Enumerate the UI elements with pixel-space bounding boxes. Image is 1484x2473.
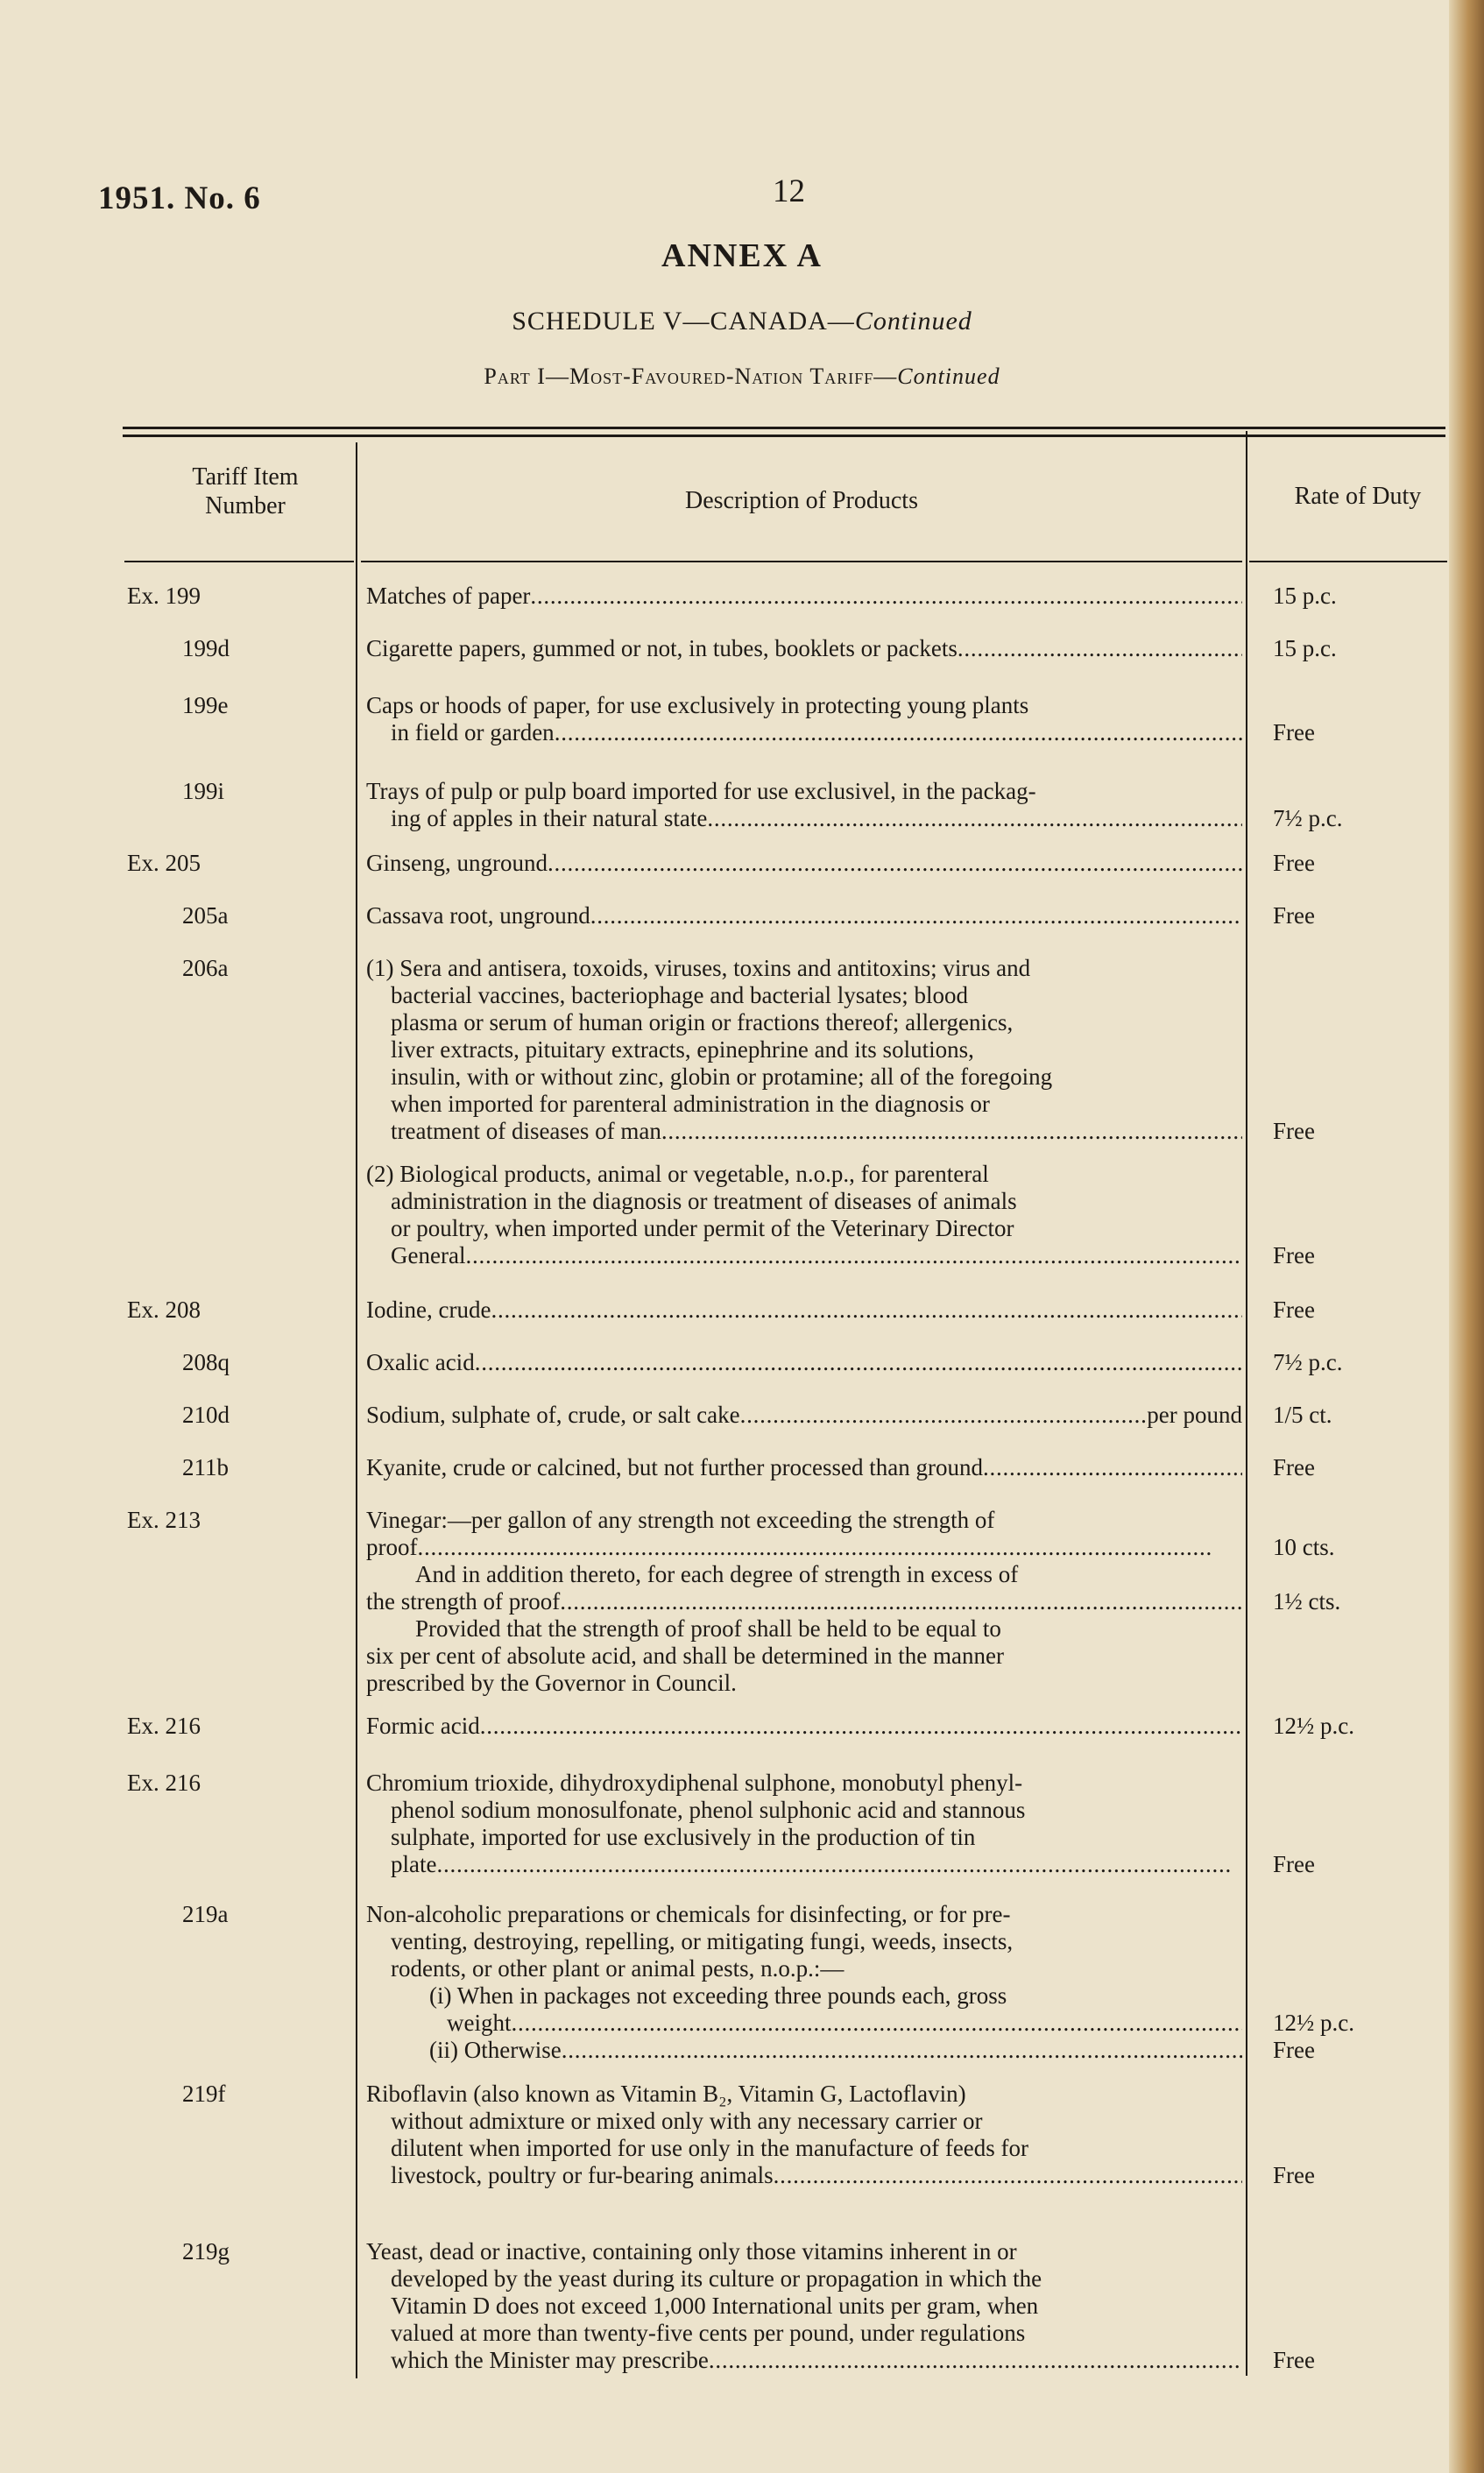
description-text: livestock, poultry or fur-bearing animals (391, 2162, 774, 2188)
tariff-item-number: 199d (182, 635, 230, 661)
tariff-item-number: Ex. 205 (127, 850, 201, 876)
rate-of-duty: Free (1273, 2162, 1315, 2188)
rate-of-duty: Free (1273, 1242, 1315, 1268)
dot-leader (555, 719, 1242, 746)
tariff-item-number: Ex. 199 (127, 583, 201, 609)
description-text: which the Minister may prescribe (391, 2347, 709, 2373)
dot-leader (465, 1242, 1242, 1269)
description-text: Cassava root, unground (366, 902, 590, 929)
description-line: venting, destroying, repelling, or mitigating fungi, weeds, insects, (391, 1928, 1014, 1954)
product-description (366, 850, 1242, 877)
description-line: dilutent when imported for use only in the manufacture of feeds for (391, 2135, 1029, 2161)
description-line (366, 1349, 1242, 1376)
description-line (366, 1713, 1242, 1740)
column-header-rate: Rate of Duty (1294, 483, 1422, 510)
description-line: Chromium trioxide, dihydroxydiphenal sulphone, monobutyl phenyl- (366, 1770, 1023, 1796)
description-line (366, 2037, 1242, 2064)
header-underline-item (124, 561, 354, 562)
top-rule (123, 427, 1445, 429)
description-line: And in addition thereto, for each degree of strength in excess of (415, 1561, 1019, 1587)
description-line (366, 1534, 1242, 1561)
dot-leader (958, 635, 1242, 662)
rate-of-duty: Free (1273, 2347, 1315, 2373)
page-number: 12 (773, 173, 805, 209)
dot-leader (562, 2037, 1242, 2064)
product-description (366, 1713, 1242, 1740)
rate-of-duty: 12½ p.c. (1273, 1713, 1354, 1739)
description-line (366, 850, 1242, 877)
tariff-item-number: 219a (182, 1901, 229, 1927)
description-text: treatment of diseases of man (391, 1118, 661, 1144)
description-line (366, 1242, 1242, 1269)
product-description (366, 1454, 1242, 1481)
product-description (366, 635, 1242, 662)
tariff-item-number: Ex. 216 (127, 1770, 201, 1796)
dot-leader (709, 2347, 1242, 2374)
tariff-item-number: Ex. 208 (127, 1297, 201, 1323)
rate-of-duty: 1/5 ct. (1273, 1402, 1332, 1428)
rate-of-duty: 7½ p.c. (1273, 1349, 1343, 1375)
description-text: Iodine, crude (366, 1297, 491, 1323)
rate-of-duty: 15 p.c. (1273, 583, 1337, 609)
description-text: Cigarette papers, gummed or not, in tubes, booklets or packets (366, 635, 958, 661)
product-description (366, 2081, 1242, 2189)
dot-leader (740, 1402, 1148, 1429)
description-text: Oxalic acid (366, 1349, 475, 1375)
dot-leader (983, 1454, 1242, 1481)
description-text: Kyanite, crude or calcined, but not further processed than ground (366, 1454, 984, 1480)
dot-leader (512, 2010, 1243, 2037)
schedule-title (0, 307, 1484, 336)
tariff-item-number: 199i (182, 778, 225, 804)
description-line: (2) Biological products, animal or vegetable, n.o.p., for parenteral (366, 1161, 989, 1187)
description-text: General (391, 1242, 466, 1268)
description-text: Matches of paper (366, 583, 531, 609)
annex-title: ANNEX A (661, 237, 823, 274)
description-line: sulphate, imported for use exclusively in the production of tin (391, 1824, 976, 1850)
description-line: Vinegar:—per gallon of any strength not exceeding the strength of (366, 1507, 995, 1533)
header-underline-rate (1249, 561, 1447, 562)
product-description (366, 1507, 1242, 1697)
rate-of-duty: 10 cts. (1273, 1534, 1335, 1560)
product-description (366, 2238, 1242, 2374)
description-line: developed by the yeast during its culture or propagation in which the (391, 2265, 1042, 2292)
description-line (366, 1851, 1242, 1878)
column-header-item: Tariff Item Number (192, 463, 299, 519)
description-text: ing of apples in their natural state (391, 805, 708, 831)
description-line: bacterial vaccines, bacteriophage and bacterial lysates; blood (391, 982, 968, 1008)
dot-leader (417, 1534, 1242, 1561)
dot-leader (530, 583, 1242, 610)
description-line (366, 719, 1242, 746)
rate-of-duty: Free (1273, 850, 1315, 876)
schedule-continued: Continued (854, 307, 972, 336)
column-header-description: Description of Products (685, 487, 918, 514)
description-line: six per cent of absolute acid, and shall be determined in the manner (366, 1643, 1004, 1669)
unit-label: per pound (1147, 1402, 1242, 1428)
description-line: without admixture or mixed only with any necessary carrier or (391, 2108, 983, 2134)
product-description (366, 1901, 1242, 2064)
product-description (366, 1349, 1242, 1376)
description-line (366, 1588, 1242, 1615)
tariff-item-number: 205a (182, 902, 229, 929)
description-line (366, 635, 1242, 662)
product-description (366, 692, 1242, 746)
description-line: Caps or hoods of paper, for use exclusively in protecting young plants (366, 692, 1029, 718)
rate-of-duty: Free (1273, 1118, 1315, 1144)
tariff-item-number: 199e (182, 692, 229, 718)
dot-leader (707, 805, 1242, 832)
description-line (366, 2347, 1242, 2374)
part-main: Part I—Most-Favoured-Nation Tariff— (484, 364, 898, 389)
tariff-item-number: 206a (182, 955, 229, 981)
dot-leader (491, 1297, 1242, 1324)
rate-of-duty: 1½ cts. (1273, 1588, 1341, 1615)
dot-leader (548, 850, 1242, 877)
dot-leader (590, 902, 1242, 929)
description-line: when imported for parenteral administration in the diagnosis or (391, 1091, 990, 1117)
dot-leader (774, 2162, 1242, 2189)
description-line (366, 1297, 1242, 1324)
product-description (366, 778, 1242, 832)
rate-of-duty: Free (1273, 1297, 1315, 1323)
rate-of-duty: Free (1273, 1454, 1315, 1480)
description-text: plate (391, 1851, 437, 1877)
description-line: insulin, with or without zinc, globin or protamine; all of the foregoing (391, 1063, 1053, 1090)
rate-of-duty: 12½ p.c. (1273, 2010, 1354, 2036)
tariff-item-number: Ex. 216 (127, 1713, 201, 1739)
description-line: Vitamin D does not exceed 1,000 International units per gram, when (391, 2293, 1039, 2319)
tariff-item-number: 208q (182, 1349, 230, 1375)
product-description (366, 1297, 1242, 1324)
description-line (366, 583, 1242, 610)
description-line: phenol sodium monosulfonate, phenol sulphonic acid and stannous (391, 1797, 1026, 1823)
product-description (366, 1402, 1242, 1429)
column-divider-right (1246, 431, 1247, 2376)
description-line: (1) Sera and antisera, toxoids, viruses, toxins and antitoxins; virus and (366, 955, 1031, 981)
description-line (366, 2162, 1242, 2189)
header-underline-description (361, 561, 1242, 562)
description-line (366, 1118, 1242, 1145)
part-continued: Continued (897, 364, 1000, 389)
tariff-item-number: 219g (182, 2238, 230, 2265)
description-text: proof (366, 1534, 418, 1560)
description-text: Ginseng, unground (366, 850, 548, 876)
tariff-item-number: 211b (182, 1454, 229, 1480)
rate-of-duty: 7½ p.c. (1273, 805, 1343, 831)
dot-leader (661, 1118, 1242, 1145)
schedule-main: SCHEDULE V—CANADA— (512, 307, 855, 336)
description-line: Non-alcoholic preparations or chemicals for disinfecting, or for pre- (366, 1901, 1011, 1927)
dot-leader (475, 1349, 1242, 1376)
description-line: or poultry, when imported under permit of the Veterinary Director (391, 1215, 1014, 1241)
rate-of-duty: Free (1273, 902, 1315, 929)
description-line: valued at more than twenty-five cents per pound, under regulations (391, 2320, 1026, 2346)
rate-of-duty: 15 p.c. (1273, 635, 1337, 661)
description-line (366, 1402, 1242, 1429)
description-line: administration in the diagnosis or treatment of diseases of animals (391, 1188, 1017, 1214)
tariff-item-number: Ex. 213 (127, 1507, 201, 1533)
description-text: (ii) Otherwise (429, 2037, 562, 2063)
product-description (366, 583, 1242, 610)
description-line: plasma or serum of human origin or fractions thereof; allergenics, (391, 1009, 1014, 1035)
product-description (366, 1161, 1242, 1269)
description-text: the strength of proof (366, 1588, 561, 1615)
rate-of-duty: Free (1273, 2037, 1315, 2063)
dot-leader (480, 1713, 1242, 1740)
description-line: liver extracts, pituitary extracts, epinephrine and its solutions, (391, 1036, 974, 1063)
description-text: in field or garden (391, 719, 555, 745)
dot-leader (560, 1588, 1242, 1615)
description-line (366, 902, 1242, 929)
description-line: prescribed by the Governor in Council. (366, 1670, 737, 1696)
description-text: Formic acid (366, 1713, 480, 1739)
rate-of-duty: Free (1273, 719, 1315, 745)
description-text: Sodium, sulphate of, crude, or salt cake (366, 1402, 740, 1428)
description-line: (i) When in packages not exceeding three pounds each, gross (429, 1982, 1007, 2009)
rate-of-duty: Free (1273, 1851, 1315, 1877)
product-description (366, 955, 1242, 1145)
description-text: weight (447, 2010, 512, 2036)
description-line: rodents, or other plant or animal pests, n.o.p.:— (391, 1955, 844, 1982)
tariff-item-number: 219f (182, 2081, 226, 2107)
description-line (366, 805, 1242, 832)
product-description (366, 902, 1242, 929)
description-line: Provided that the strength of proof shall be held to be equal to (415, 1615, 1001, 1642)
product-description (366, 1770, 1242, 1878)
description-line: Yeast, dead or inactive, containing only those vitamins inherent in or (366, 2238, 1017, 2265)
description-line (366, 1454, 1242, 1481)
dot-leader (436, 1851, 1242, 1878)
description-line: Trays of pulp or pulp board imported for use exclusivel, in the packag- (366, 778, 1036, 804)
part-title (0, 364, 1484, 390)
document-reference: 1951. No. 6 (98, 180, 261, 216)
description-line (366, 2010, 1242, 2037)
tariff-item-number: 210d (182, 1402, 230, 1428)
description-line: Riboflavin (also known as Vitamin B₂, Vitamin G, Lactoflavin) (366, 2081, 966, 2107)
